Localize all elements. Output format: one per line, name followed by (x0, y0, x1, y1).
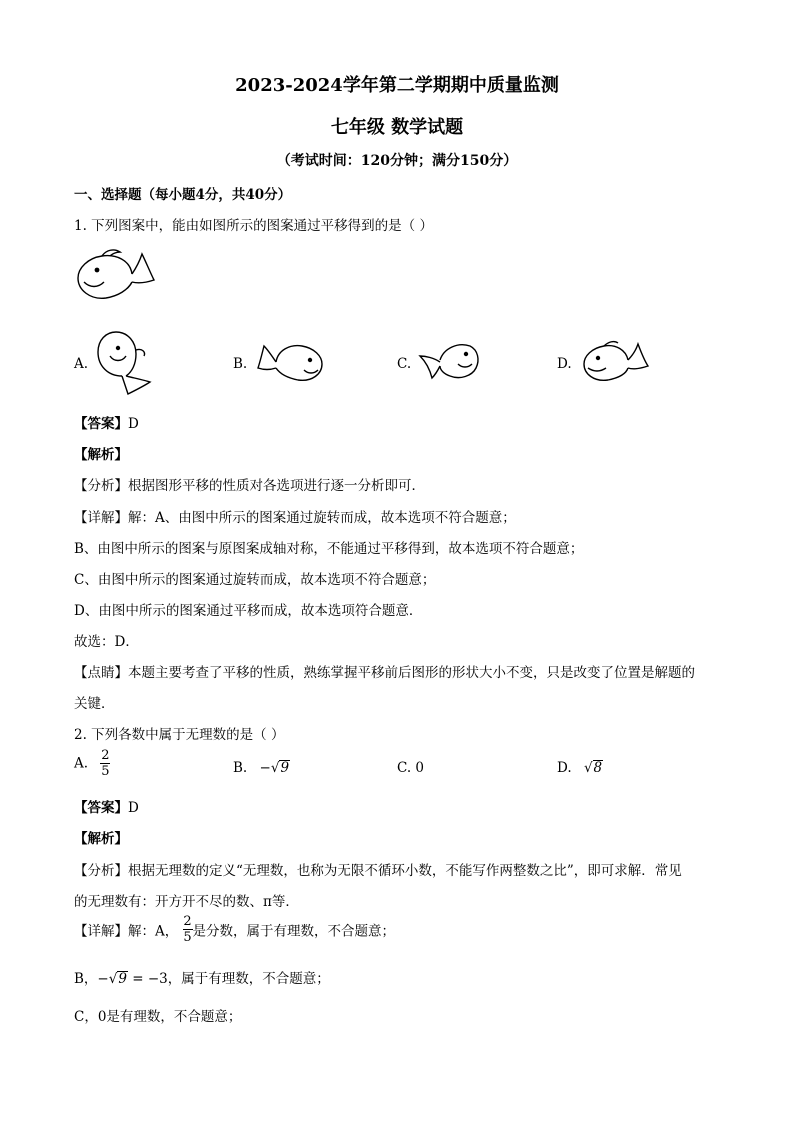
detail-label: 【详解】 (74, 510, 128, 526)
q1-detail (74, 506, 516, 526)
analysis-label: 【分析】 (74, 478, 128, 494)
option-label: B. (233, 760, 248, 776)
q2-detail (74, 914, 395, 945)
minus-sign: − (259, 760, 271, 776)
exam-info: （考试时间：120分钟；满分150分） (276, 153, 518, 169)
q2-analysis (74, 859, 682, 879)
line-prefix: B， (74, 971, 98, 987)
section-title: 一、选择题（每小题4分，共40分） (74, 187, 292, 203)
q2-analysis-cont: 的无理数有：开方开不尽的数、π等． (74, 894, 299, 910)
page-subtitle: 七年级 数学试题 (330, 117, 464, 138)
fraction (183, 914, 193, 945)
fish-icon (74, 248, 158, 304)
minus-sign: − (97, 971, 109, 987)
q1-option-c: C. (397, 356, 412, 372)
answer-value: D (128, 800, 139, 816)
detail-text: 解：A、由图中所示的图案通过旋转而成，故本选项不符合题意； (128, 510, 516, 526)
q1-analysis (74, 474, 425, 494)
line-suffix: = −3，属于有理数，不合题意； (127, 971, 330, 987)
q2-option-c: C. 0 (397, 760, 425, 776)
detail-prefix: 解：A， (128, 923, 179, 940)
fish-translated-icon (580, 340, 650, 386)
q1-comment (74, 661, 695, 681)
q1-line-b: B、由图中所示的图案与原图案成轴对称，不能通过平移得到，故本选项不符合题意； (74, 541, 584, 557)
q2-stem: 2. 下列各数中属于无理数的是（ ） (74, 727, 285, 743)
sqrt-icon: √ (583, 760, 593, 776)
fish-flipped-icon (418, 340, 482, 386)
q1-conclusion: 故选：D． (74, 634, 139, 650)
q1-option-b: B. (233, 356, 248, 372)
radicand: 9 (118, 971, 127, 987)
numerator: 2 (101, 748, 110, 763)
q1-line-d: D、由图中所示的图案通过平移而成，故本选项符合题意． (74, 603, 423, 619)
radicand: 8 (593, 760, 603, 776)
q1-line-c: C、由图中所示的图案通过旋转而成，故本选项不符合题意； (74, 572, 436, 588)
denominator: 5 (101, 764, 110, 779)
comment-label: 【点睛】 (74, 665, 128, 681)
q2-answer (74, 796, 139, 816)
q2-line-b (74, 967, 330, 987)
fraction (100, 748, 110, 779)
q1-analysis-tag: 【解析】 (74, 447, 128, 463)
q2-option-b (233, 760, 290, 776)
comment-text: 本题主要考查了平移的性质，熟练掌握平移前后图形的形状大小不变，只是改变了位置是解题的 (128, 665, 695, 681)
radicand: 9 (280, 760, 290, 776)
answer-tag: 【答案】 (74, 416, 128, 432)
q1-stem: 1. 下列图案中，能由如图所示的图案通过平移得到的是（ ） (74, 218, 433, 234)
q2-option-a (74, 748, 110, 779)
answer-value: D (128, 416, 139, 432)
detail-suffix: 是分数，属于有理数，不合题意； (192, 923, 396, 940)
q1-comment-cont: 关键． (74, 696, 115, 712)
fish-rotated-icon (94, 330, 154, 396)
q1-answer (74, 412, 139, 432)
answer-tag: 【答案】 (74, 800, 128, 816)
numerator: 2 (183, 914, 192, 929)
q2-analysis-tag: 【解析】 (74, 831, 128, 847)
q2-line-c: C，0是有理数，不合题意； (74, 1009, 242, 1025)
option-label: D. (557, 760, 572, 776)
detail-label: 【详解】 (74, 923, 128, 940)
sqrt-icon: √ (270, 760, 280, 776)
denominator: 5 (183, 930, 192, 945)
q1-option-a: A. (74, 356, 89, 372)
analysis-label: 【分析】 (74, 863, 128, 879)
q1-option-d: D. (557, 356, 572, 372)
q2-option-d (557, 760, 603, 776)
fish-mirrored-icon (256, 340, 324, 386)
analysis-text: 根据无理数的定义“无理数，也称为无限不循环小数，不能写作两整数之比”，即可求解．常见 (128, 863, 682, 879)
sqrt-icon: √ (108, 971, 118, 987)
option-label: A. (74, 755, 89, 772)
analysis-text: 根据图形平移的性质对各选项进行逐一分析即可． (128, 478, 425, 494)
page-title: 2023-2024学年第二学期期中质量监测 (235, 75, 559, 96)
